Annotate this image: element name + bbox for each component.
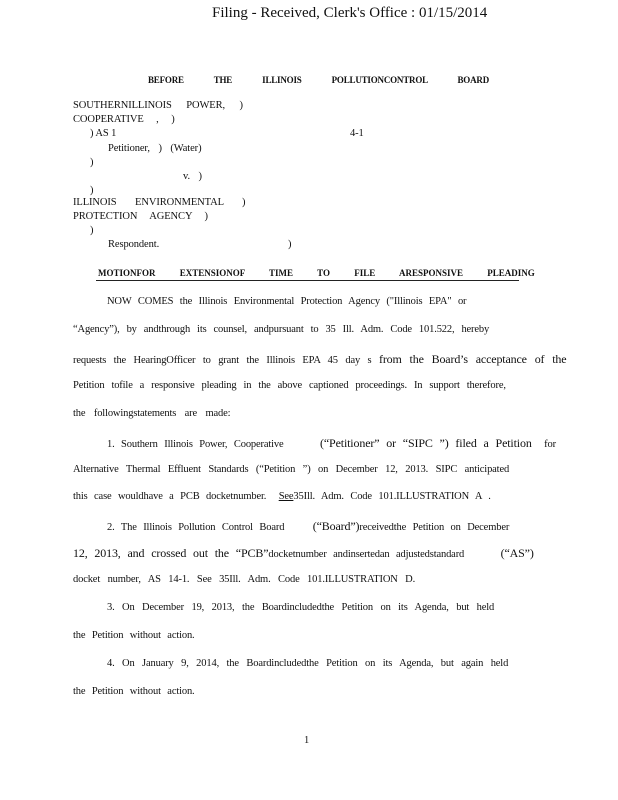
- para-2-line-1: [107, 519, 509, 534]
- para-2-line-1-part-3: receivedthe Petition on December: [359, 522, 510, 533]
- para-1-line-1-part-1: 1. Southern Illinois Power, Cooperative: [107, 439, 284, 450]
- page-number: 1: [304, 735, 310, 746]
- petitioner-name-line-2: COOPERATIVE , ): [73, 114, 175, 125]
- para-2-line-2: [73, 546, 534, 561]
- para-1-line-3-part-3: 35Ill. Adm. Code 101.ILLUSTRATION A .: [293, 491, 491, 502]
- intro-line-3: [73, 352, 566, 367]
- motion-title-underline: [96, 280, 519, 281]
- intro-line-5: the followingstatements are made:: [73, 408, 231, 419]
- versus: v. ): [183, 171, 202, 182]
- para-3-line-2: the Petition without action.: [73, 630, 195, 641]
- para-2-line-1-part-1: 2. The Illinois Pollution Control Board: [107, 522, 285, 533]
- intro-line-3-part-1: requests the HearingOfficer to grant the Illinois EPA 45 day s: [73, 355, 372, 366]
- board-title: BEFORE THE ILLINOIS POLLUTIONCONTROL BOARD: [148, 75, 489, 85]
- caption-paren: ): [90, 225, 94, 236]
- respondent-name-line-2: PROTECTION AGENCY ): [73, 211, 208, 222]
- para-4-line-2: the Petition without action.: [73, 686, 195, 697]
- intro-line-1: NOW COMES the Illinois Environmental Protection Agency ("Illinois EPA" or: [107, 296, 467, 307]
- para-2-line-3: docket number, AS 14-1. See 35Ill. Adm. Code 101.ILLUSTRATION D.: [73, 574, 416, 585]
- para-2-line-2-part-2: docketnumber andinsertedan adjustedstandard: [268, 549, 465, 560]
- para-1-line-3: [73, 491, 491, 502]
- caption-paren: ): [288, 239, 292, 250]
- docket-suffix: 4-1: [350, 128, 364, 139]
- para-1-line-1-part-3: for: [544, 439, 556, 450]
- petitioner-label: Petitioner, ) (Water): [108, 143, 202, 154]
- para-1-line-3-part-1: this case wouldhave a PCB docketnumber.: [73, 491, 267, 502]
- para-2-line-2-part-3: (“AS”): [500, 546, 534, 560]
- caption-paren: ): [90, 157, 94, 168]
- intro-line-4: Petition tofile a responsive pleading in the above captioned proceedings. In support therefore,: [73, 380, 506, 391]
- petitioner-name-line-1: SOUTHERNILLINOIS POWER, ): [73, 100, 243, 111]
- para-4-line-1: 4. On January 9, 2014, the Boardincludedthe Petition on its Agenda, but again held: [107, 658, 509, 669]
- filing-stamp: Filing - Received, Clerk's Office : 01/15/2014: [212, 5, 488, 21]
- motion-title: MOTIONFOR EXTENSIONOF TIME TO FILE ARESPONSIVE PLEADING: [98, 268, 535, 278]
- respondent-name-line-1: ILLINOIS ENVIRONMENTAL ): [73, 197, 246, 208]
- para-1-line-2: Alternative Thermal Effluent Standards (“Petition ”) on December 12, 2013. SIPC anticipated: [73, 464, 510, 475]
- caption-paren: ): [90, 185, 94, 196]
- intro-line-2: “Agency”), by andthrough its counsel, andpursuant to 35 Ill. Adm. Code 101.522, hereby: [73, 324, 490, 335]
- para-3-line-1: 3. On December 19, 2013, the Boardincludedthe Petition on its Agenda, but held: [107, 602, 495, 613]
- para-2-line-2-part-1: 12, 2013, and crossed out the “PCB”: [73, 546, 269, 560]
- respondent-label: Respondent.: [108, 239, 160, 250]
- as-number: ) AS 1: [90, 128, 117, 139]
- see-citation: See: [278, 491, 294, 502]
- para-1-line-1: [107, 436, 556, 451]
- para-1-line-1-part-2: (“Petitioner” or “SIPC ”) filed a Petition: [320, 436, 532, 450]
- para-2-line-1-part-2: (“Board”): [312, 519, 360, 533]
- intro-line-3-part-2: from the Board’s acceptance of the: [378, 352, 567, 366]
